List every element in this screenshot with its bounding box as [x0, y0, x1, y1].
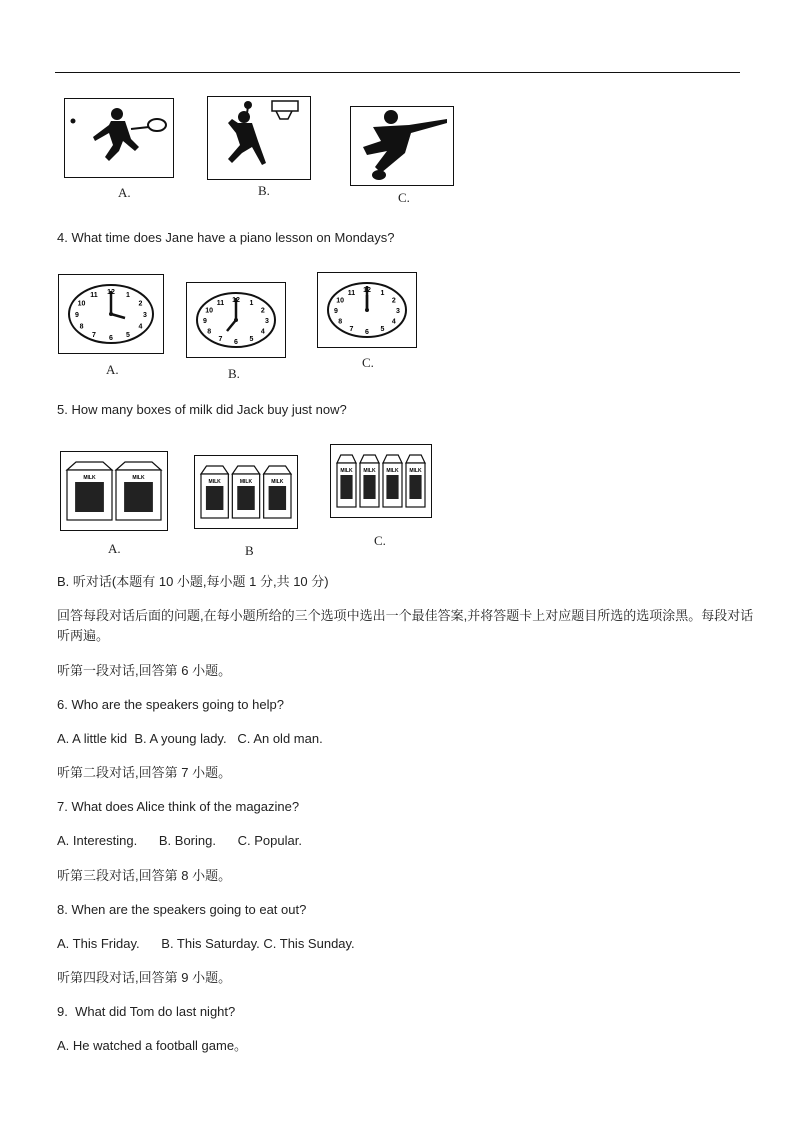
carton-label: MILK	[386, 468, 399, 474]
milk-carton-icon	[406, 455, 425, 507]
clock-number: 2	[138, 300, 143, 308]
carton-label: MILK	[363, 468, 376, 474]
clock-number: 12	[363, 287, 371, 294]
clock-number: 5	[380, 326, 385, 334]
clock-number: 3	[265, 318, 269, 325]
carton-label: MILK	[340, 468, 353, 474]
milk-c-label: C.	[374, 533, 386, 548]
dialog-1-instruction: 听第一段对话,回答第 6 小题。	[57, 663, 232, 678]
option-c-image	[350, 106, 454, 186]
carton-label: MILK	[83, 475, 96, 481]
clock-c-label: C.	[362, 355, 374, 370]
clock-number: 7	[92, 331, 96, 339]
clock-number: 1	[126, 292, 130, 300]
clock-icon	[59, 275, 163, 353]
clock-number: 11	[216, 299, 225, 307]
question-8: 8. When are the speakers going to eat out?	[57, 902, 307, 917]
question-8-options: A. This Friday. B. This Saturday. C. This Sunday.	[57, 936, 355, 951]
clock-center	[365, 308, 369, 312]
option-a-image	[64, 98, 174, 178]
carton-label: MILK	[208, 479, 221, 485]
clock-number: 6	[234, 339, 238, 346]
carton-label: MILK	[409, 468, 422, 474]
question-6: 6. Who are the speakers going to help?	[57, 697, 284, 712]
clock-b-label: B.	[228, 366, 240, 381]
clock-number: 6	[365, 329, 369, 336]
question-5: 5. How many boxes of milk did Jack buy just now?	[57, 402, 347, 417]
clock-number: 10	[205, 307, 214, 315]
clock-number: 5	[249, 336, 254, 344]
milk-boxes-c	[331, 445, 431, 517]
header-rule	[55, 72, 740, 73]
clock-number: 10	[336, 297, 345, 305]
question-6-options: A. A little kid B. A young lady. C. An old man.	[57, 731, 323, 746]
clock-b	[186, 282, 286, 358]
clock-a	[58, 274, 164, 354]
milk-a-label: A.	[108, 541, 121, 556]
clock-number: 8	[79, 323, 84, 331]
clock-number: 2	[260, 307, 265, 315]
question-7-options: A. Interesting. B. Boring. C. Popular.	[57, 833, 302, 848]
clock-center	[234, 318, 238, 322]
milk-carton-icon	[116, 462, 161, 520]
clock-a-label: A.	[106, 362, 119, 377]
clock-number: 9	[203, 318, 207, 325]
milk-option-c	[330, 444, 432, 518]
question-9-option-a: A. He watched a football game。	[57, 1038, 248, 1053]
option-a-label: A.	[118, 185, 131, 200]
clock-number: 4	[138, 323, 143, 331]
carton-label: MILK	[132, 475, 145, 481]
carton-label: MILK	[239, 479, 253, 485]
clock-number: 9	[334, 308, 338, 315]
clock-number: 3	[396, 308, 400, 315]
clock-number: 5	[126, 331, 130, 339]
milk-option-b	[194, 455, 298, 529]
dialog-3-instruction: 听第三段对话,回答第 8 小题。	[57, 868, 232, 883]
milk-carton-icon	[67, 462, 112, 520]
milk-carton-icon	[360, 455, 379, 507]
milk-carton-icon	[264, 466, 291, 518]
dialog-4-instruction: 听第四段对话,回答第 9 小题。	[57, 970, 232, 985]
tennis-player-icon	[65, 99, 173, 177]
clock-number: 1	[380, 289, 385, 297]
clock-number: 4	[260, 328, 265, 336]
clock-icon	[187, 283, 285, 357]
clock-number: 3	[143, 312, 147, 319]
dialog-2-instruction: 听第二段对话,回答第 7 小题。	[57, 765, 232, 780]
option-b-image	[207, 96, 311, 180]
football-player-icon	[351, 107, 453, 185]
clock-number: 7	[218, 336, 223, 344]
clock-number: 9	[75, 312, 79, 319]
milk-option-a	[60, 451, 168, 531]
clock-number: 4	[391, 318, 396, 326]
clock-icon	[318, 273, 416, 347]
milk-carton-icon	[337, 455, 356, 507]
clock-number: 11	[347, 289, 356, 297]
clock-number: 7	[349, 326, 354, 334]
section-b-title: B. 听对话(本题有 10 小题,每小题 1 分,共 10 分)	[57, 574, 329, 589]
milk-carton-icon	[201, 466, 228, 518]
clock-number: 11	[90, 292, 98, 300]
option-b-label: B.	[258, 183, 270, 198]
option-c-label: C.	[398, 190, 410, 205]
milk-boxes-a	[61, 452, 167, 530]
carton-label: MILK	[271, 479, 284, 485]
milk-b-label: B	[245, 543, 254, 558]
clock-number: 12	[232, 297, 240, 304]
milk-carton-icon	[232, 466, 259, 518]
clock-number: 12	[107, 289, 115, 296]
clock-center	[109, 312, 113, 316]
section-b-instructions: 回答每段对话后面的问题,在每小题所给的三个选项中选出一个最佳答案,并将答题卡上对应题目所选的选项涂黑。每段对话听两遍。	[57, 608, 754, 643]
question-7: 7. What does Alice think of the magazine?	[57, 799, 300, 814]
clock-number: 10	[77, 300, 86, 308]
clock-number: 1	[249, 299, 254, 307]
question-4: 4. What time does Jane have a piano lesson on Mondays?	[57, 230, 395, 245]
clock-number: 8	[207, 328, 212, 336]
question-9: 9. What did Tom do last night?	[57, 1004, 236, 1019]
clock-number: 8	[338, 318, 343, 326]
basketball-player-icon	[208, 97, 310, 179]
clock-number: 6	[109, 335, 113, 342]
milk-carton-icon	[383, 455, 402, 507]
milk-boxes-b	[195, 456, 297, 528]
clock-number: 2	[391, 297, 396, 305]
clock-c	[317, 272, 417, 348]
